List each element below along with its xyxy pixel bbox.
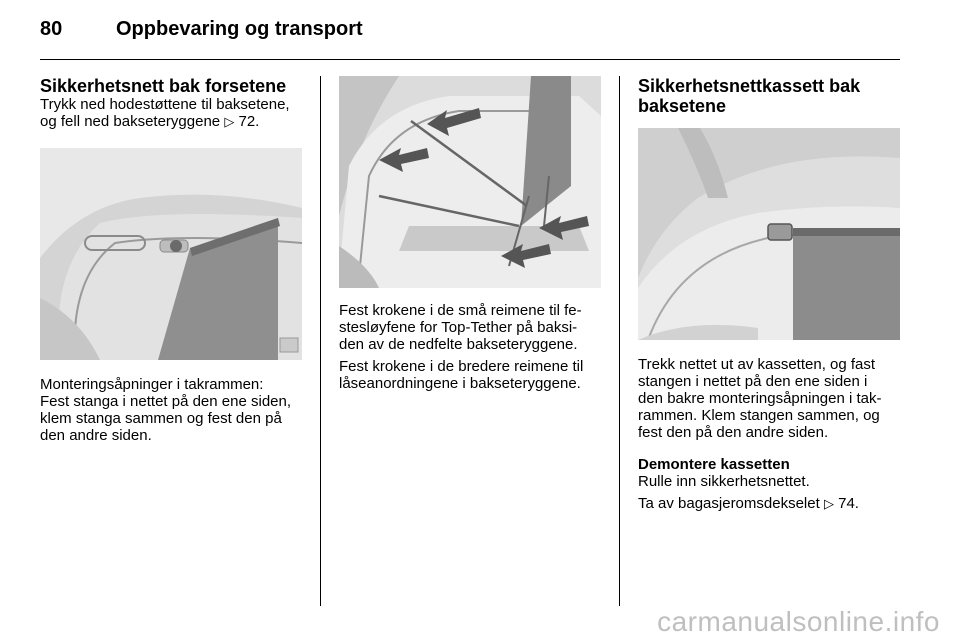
remove-cover-text: Ta av bagasjeromsdekselet [638, 495, 820, 512]
paragraph-roll-in: Rulle inn sikkerhetsnettet. [638, 473, 810, 490]
caption-roof-mount [40, 376, 302, 444]
subheading-remove-cassette: Demontere kassetten [638, 456, 790, 473]
illustration-roof-mount-openings [40, 148, 302, 360]
intro-paragraph [40, 96, 302, 130]
remove-cover-page-ref[interactable]: 74. [838, 495, 859, 512]
text-line: Fest krokene i de små reimene til fe- [339, 302, 582, 319]
column-2 [339, 76, 601, 392]
column-divider-2 [619, 76, 620, 606]
page-title: Oppbevaring og transport [116, 18, 363, 40]
paragraph-wide-straps [339, 358, 601, 392]
section-heading-safety-net-cassette [638, 76, 900, 116]
text-line: den bakre monteringsåpningen i tak- [638, 390, 882, 407]
illustration-cassette-mount [638, 128, 900, 340]
watermark: carmanualsonline.info [657, 606, 940, 637]
caption-line: den andre siden. [40, 427, 152, 444]
text-line: rammen. Klem stangen sammen, og [638, 407, 880, 424]
heading-line: baksetene [638, 96, 727, 116]
text-line: låseanordningene i bakseteryggene. [339, 375, 581, 392]
text-line: Trekk nettet ut av kassetten, og fast [638, 356, 876, 373]
caption-line: klem stanga sammen og fest den på [40, 410, 282, 427]
illustration-strap-hooks [339, 76, 601, 288]
column-divider-1 [320, 76, 321, 606]
intro-page-ref[interactable]: 72. [238, 113, 260, 130]
heading-line: Sikkerhetsnettkassett bak [638, 76, 861, 96]
text-line: stesløyfene for Top-Tether på baksi- [339, 319, 578, 336]
column-1 [40, 76, 302, 444]
caption-line: Monteringsåpninger i takrammen: [40, 376, 264, 393]
paragraph-small-straps [339, 302, 601, 353]
intro-text: Trykk ned hodestøttene til baksetene, og fell ned bakseteryggene [40, 96, 290, 130]
reference-arrow-icon: ▷ [224, 114, 235, 129]
section-heading-safety-net-front: Sikkerhetsnett bak forsetene [40, 76, 287, 96]
reference-arrow-icon: ▷ [823, 496, 834, 511]
caption-line: Fest stanga i nettet på den ene siden, [40, 393, 292, 410]
paragraph-install-cassette [638, 356, 900, 441]
text-line: Fest krokene i de bredere reimene til [339, 358, 584, 375]
text-line: den av de nedfelte bakseteryggene. [339, 336, 578, 353]
column-3 [638, 76, 900, 512]
text-line: stangen i nettet på den ene siden i [638, 373, 868, 390]
page-number: 80 [40, 18, 63, 40]
text-line: fest den på den andre siden. [638, 424, 829, 441]
header-divider [40, 59, 900, 60]
paragraph-remove-cover [638, 495, 900, 512]
